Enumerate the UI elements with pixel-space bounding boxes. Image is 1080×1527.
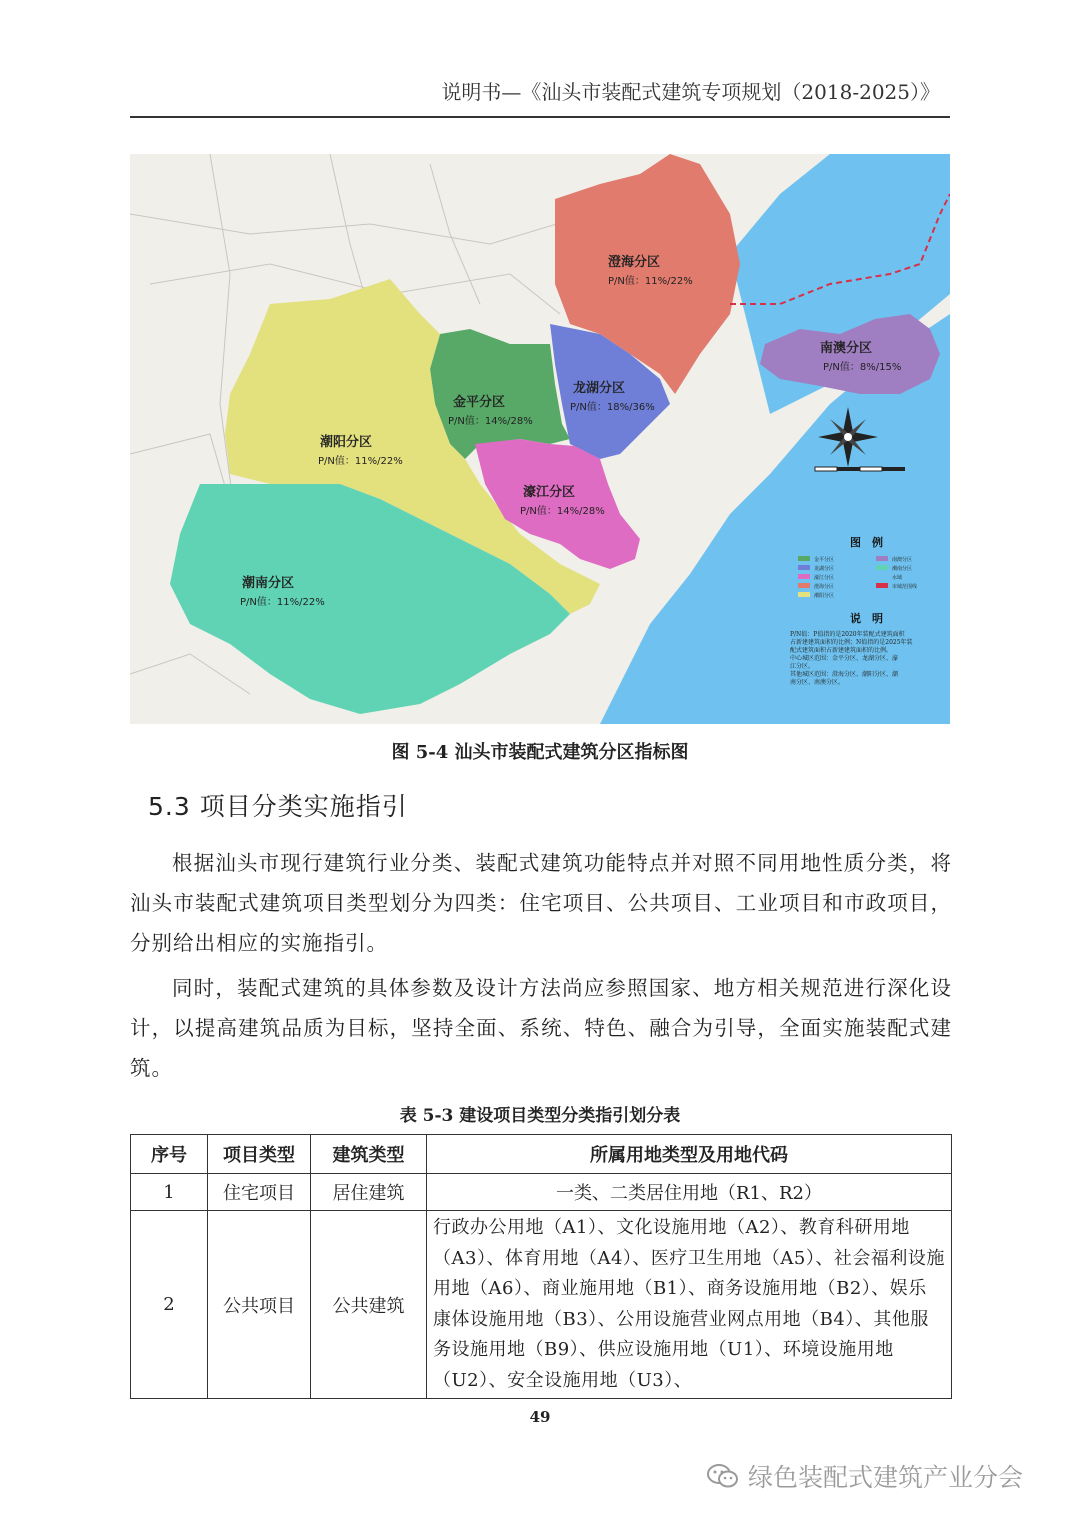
legend-label: 龙湖分区 (814, 566, 835, 572)
legend-swatch (798, 565, 810, 570)
legend-swatch (876, 565, 888, 570)
legend-swatch (798, 556, 810, 561)
zone-label-haojiang: 濠江分区 (523, 485, 576, 500)
legend-swatch (876, 556, 888, 561)
zone-label-chaonan: 潮南分区 (242, 576, 295, 591)
legend-swatch (798, 583, 810, 588)
legend-label: 潮阳分区 (814, 593, 835, 599)
legend-label: 南澳分区 (892, 557, 913, 563)
note-line: 配式建筑面积占新建建筑面积的比例。 (790, 647, 893, 654)
note-line: 南分区、南澳分区。 (790, 679, 845, 686)
zone-jinping (430, 329, 570, 459)
zone-label-jinping: 金平分区 (453, 395, 506, 410)
legend-swatch (798, 592, 810, 597)
note-line: 中心城区范围：金平分区、龙湖分区、濠 (790, 655, 899, 662)
legend-notes (790, 630, 913, 686)
zone-label-longhu: 龙湖分区 (573, 381, 626, 396)
notes-title: 说 明 (850, 612, 883, 625)
zone-label-chaoyang: 潮阳分区 (320, 435, 373, 450)
header-index: 序号 (131, 1135, 208, 1174)
header-title: 说明书—《汕头市装配式建筑专项规划（2018-2025）》 (441, 80, 940, 104)
note-line: 占新建建筑面积的比例；N值指的是2025年装 (790, 639, 913, 646)
zone-pn-chaonan: P/N值：11%/22% (240, 597, 325, 608)
table-header-row (131, 1135, 952, 1174)
zone-pn-jinping: P/N值：14%/28% (448, 416, 533, 427)
page-number: 49 (529, 1408, 551, 1426)
paragraph-2: 同时，装配式建筑的具体参数及设计方法尚应参照国家、地方相关规范进行深化设计，以提高建筑品质为目标，坚持全面、系统、特色、融合为引导，全面实施装配式建筑。 (130, 976, 952, 1080)
scale-bar (815, 467, 905, 471)
figure-caption: 图 5-4 汕头市装配式建筑分区指标图 (391, 742, 689, 763)
header-land-use: 所属用地类型及用地代码 (427, 1135, 952, 1174)
header-building-type: 建筑类型 (311, 1135, 427, 1174)
wechat-icon (706, 1462, 740, 1496)
zone-pn-nanao: P/N值：8%/15% (823, 362, 902, 373)
zone-pn-chaoyang: P/N值：11%/22% (318, 456, 403, 467)
note-line: 其他城区范围：澄海分区、潮阳分区、潮 (790, 671, 899, 678)
legend-label: 澄海分区 (814, 584, 835, 590)
section-heading: 5.3 项目分类实施指引 (148, 792, 408, 821)
cell-project-type: 公共项目 (208, 1211, 311, 1399)
cell-index: 2 (131, 1211, 208, 1399)
cell-index: 1 (131, 1174, 208, 1211)
zone-pn-chenghai: P/N值：11%/22% (608, 276, 693, 287)
map-graphic (130, 154, 950, 724)
table-row (131, 1174, 952, 1211)
legend-title: 图 例 (850, 536, 883, 549)
watermark-text: 绿色装配式建筑产业分会 (748, 1463, 1024, 1492)
table-caption: 表 5-3 建设项目类型分类指引划分表 (399, 1106, 681, 1126)
zone-pn-longhu: P/N值：18%/36% (570, 402, 655, 413)
legend-label: 市域范围线 (892, 584, 918, 590)
note-line: P/N值：P值指的是2020年装配式建筑面积 (790, 631, 905, 638)
legend-swatch (876, 583, 888, 588)
paragraph-1: 根据汕头市现行建筑行业分类、装配式建筑功能特点并对照不同用地性质分类，将汕头市装配式建筑项目类型划分为四类：住宅项目、公共项目、工业项目和市政项目，分别给出相应的实施指引。 (130, 851, 952, 955)
note-line: 江分区。 (790, 663, 815, 670)
cell-land-use: 行政办公用地（A1）、文化设施用地（A2）、教育科研用地（A3）、体育用地（A4）、医疗卫生用地（A5）、社会福利设施用地（A6）、商业施用地（B1）、商务设施用地（B2）、娱乐康体设施用地（B3）、公用设施营业网点用地（B4）、其他服务设施用地（B9）、供应设施用地（U1）、环境设施用地（U2）、安全设施用地（U3）、 (427, 1211, 952, 1399)
legend-swatch (798, 574, 810, 579)
table-row (131, 1211, 952, 1399)
zone-label-chenghai: 澄海分区 (608, 255, 661, 270)
legend-label: 水域 (892, 575, 903, 581)
cell-project-type: 住宅项目 (208, 1174, 311, 1211)
classification-table (130, 1134, 952, 1399)
legend-label: 濠江分区 (814, 575, 835, 581)
cell-land-use: 一类、二类居住用地（R1、R2） (427, 1174, 952, 1211)
legend-swatch (876, 574, 888, 579)
page-header (130, 70, 950, 118)
zone-pn-haojiang: P/N值：14%/28% (520, 506, 605, 517)
legend-label: 潮南分区 (892, 566, 913, 572)
cell-building-type: 居住建筑 (311, 1174, 427, 1211)
zoning-map (130, 154, 950, 724)
legend-label: 金平分区 (814, 557, 835, 563)
zone-label-nanao: 南澳分区 (820, 341, 873, 356)
watermark (706, 1458, 1023, 1496)
header-project-type: 项目类型 (208, 1135, 311, 1174)
cell-building-type: 公共建筑 (311, 1211, 427, 1399)
